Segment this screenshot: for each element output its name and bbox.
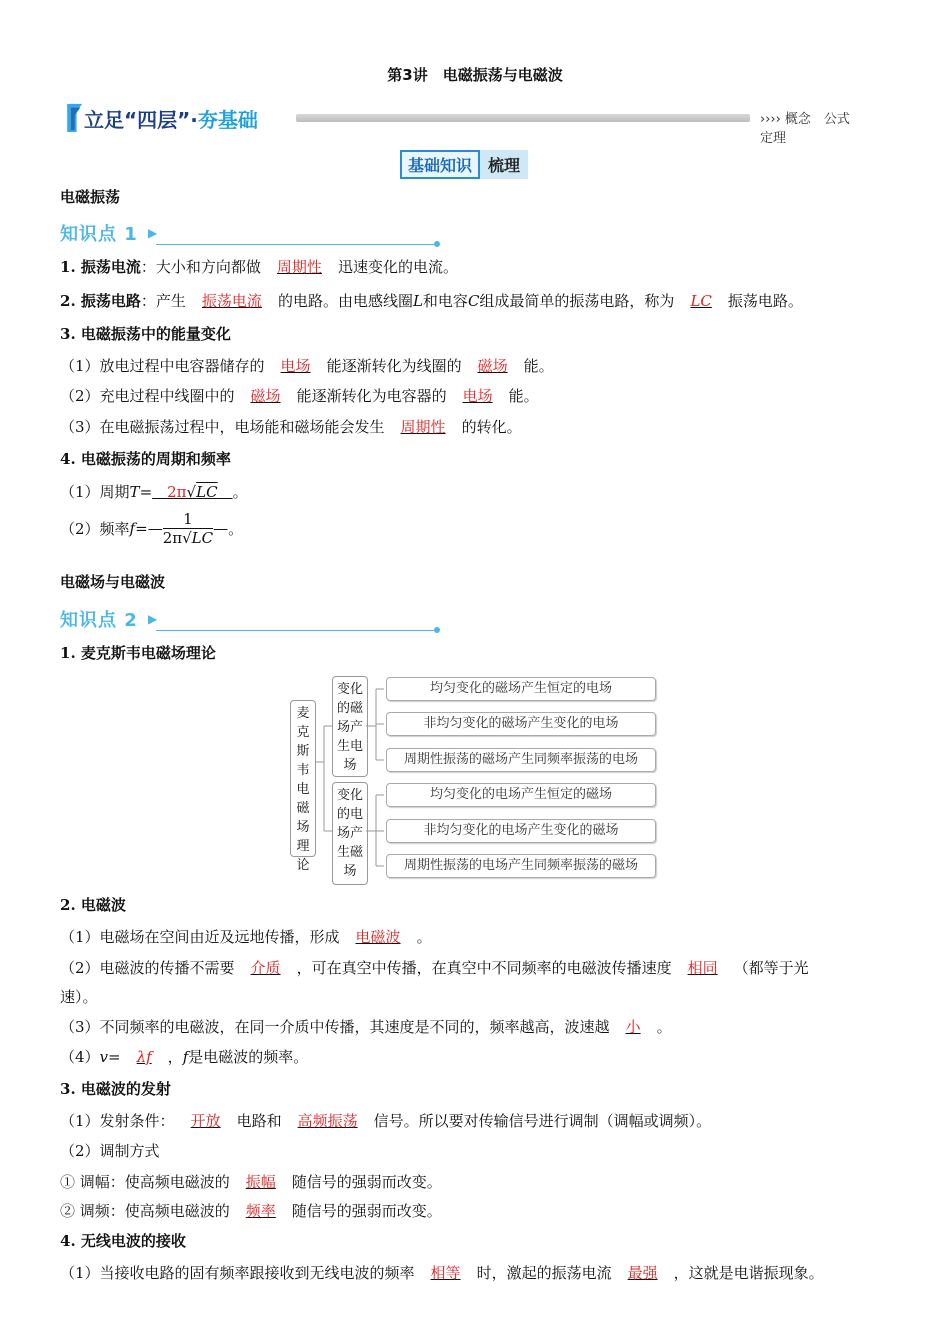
line-4-heading: 4. 电磁振荡的周期和频率 [60, 450, 231, 468]
concept-map [290, 676, 670, 886]
line-w4: （4）v= λf ，f是电磁波的频率。 [60, 1048, 309, 1066]
knowledge-point-1: 知识点 1 ▶ [60, 220, 460, 250]
line-w1: （1）电磁场在空间由近及远地传播，形成 电磁波 。 [60, 928, 432, 946]
page-title: 第3讲 电磁振荡与电磁波 [387, 66, 563, 84]
sub-section-badge: 基础知识 梳理 [400, 150, 528, 176]
map-item: 非均匀变化的电场产生变化的磁场 [386, 819, 656, 843]
map-group-1: 变化的磁场产生电场 [332, 676, 368, 777]
banner-bar [296, 114, 750, 122]
section-heading-1: 电磁振荡 [60, 188, 121, 206]
line-w2-cont: 速）。 [60, 988, 98, 1006]
line-w3: （3）不同频率的电磁波，在同一介质中传播，其速度是不同的，频率越高，波速越 小 。 [60, 1018, 672, 1036]
line-m-heading: 1. 麦克斯韦电磁场理论 [60, 644, 216, 662]
line-3a: （1）放电过程中电容器储存的 电场 能逐渐转化为线圈的 磁场 能。 [60, 357, 554, 375]
map-item: 非均匀变化的磁场产生变化的电场 [386, 712, 656, 736]
line-3c: （3）在电磁振荡过程中，电场能和磁场能会发生 周期性 的转化。 [60, 418, 522, 436]
line-t4: ② 调频：使高频电磁波的 频率 随信号的强弱而改变。 [60, 1202, 442, 1220]
line-3-heading: 3. 电磁振荡中的能量变化 [60, 325, 231, 343]
line-4a: （1）周期T= 2π√LC 。 [60, 483, 248, 501]
line-t3: ① 调幅：使高频电磁波的 振幅 随信号的强弱而改变。 [60, 1173, 442, 1191]
map-item: 周期性振荡的电场产生同频率振荡的磁场 [386, 854, 656, 878]
line-t1: （1）发射条件： 开放 电路和 高频振荡 信号。所以要对传输信号进行调制（调幅或调频）。 [60, 1112, 712, 1130]
line-r-heading: 4. 无线电波的接收 [60, 1232, 186, 1250]
map-group-2: 变化的电场产生磁场 [332, 782, 368, 885]
banner-tags: ›››› 概念 公式 定理 [760, 112, 863, 146]
line-2: 2. 振荡电路：产生 振荡电流 的电路。由电感线圈L和电容C组成最简单的振荡电路，称为 LC 振荡电路。 [60, 292, 803, 310]
line-1: 1. 振荡电流：大小和方向都做 周期性 迅速变化的电流。 [60, 258, 458, 276]
line-t2: （2）调制方式 [60, 1142, 160, 1160]
line-w2: （2）电磁波的传播不需要 介质 ，可在真空中传播，在真空中不同频率的电磁波传播速度 相同 （都等于光 [60, 959, 809, 977]
section-banner [60, 100, 863, 146]
line-4b: （2）频率f=— $\frac{1}{2\pi√LC}$ —。 [60, 510, 244, 547]
line-w-heading: 2. 电磁波 [60, 896, 126, 914]
section-heading-2: 电磁场与电磁波 [60, 573, 166, 591]
map-item: 周期性振荡的磁场产生同频率振荡的电场 [386, 748, 656, 772]
map-root: 麦克斯韦电磁场理论 [290, 700, 316, 857]
map-item: 均匀变化的磁场产生恒定的电场 [386, 677, 656, 701]
knowledge-point-2: 知识点 2 ▶ [60, 606, 460, 636]
banner-title: 立足“四层”·夯基础 [84, 108, 258, 132]
line-r1: （1）当接收电路的固有频率跟接收到无线电波的频率 相等 时，激起的振荡电流 最强 ，这就是电谐振现象。 [60, 1264, 824, 1282]
line-t-heading: 3. 电磁波的发射 [60, 1080, 171, 1098]
map-item: 均匀变化的电场产生恒定的磁场 [386, 783, 656, 807]
line-3b: （2）充电过程中线圈中的 磁场 能逐渐转化为电容器的 电场 能。 [60, 387, 539, 405]
